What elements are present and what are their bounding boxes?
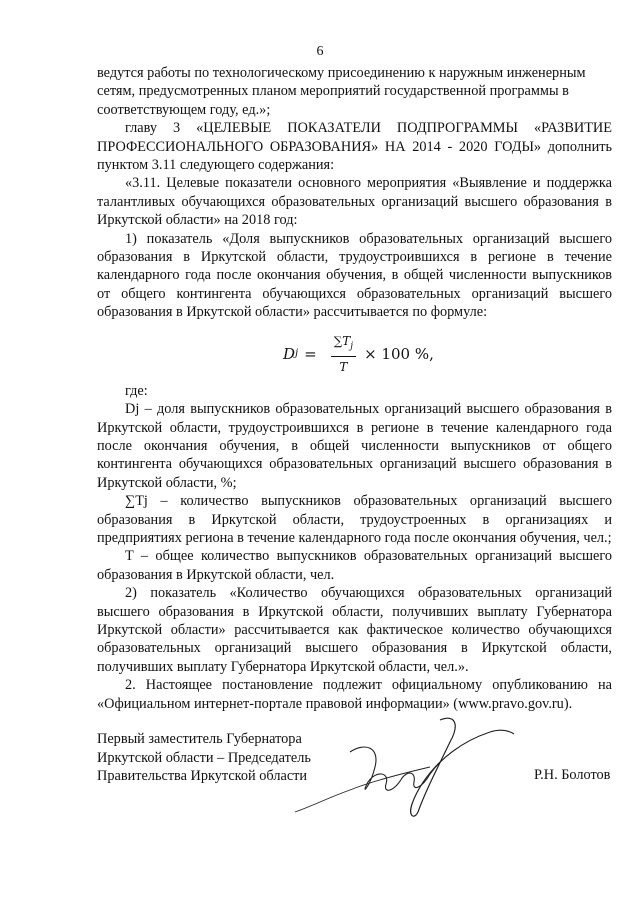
definition-dj: Dj – доля выпускников образовательных организаций высшего образования в Иркутской области, трудоустроившихся в регионе в течение календарного года после окончания обучения, в общей численности выпускников от общего контингента обучающихся образовательных организаций высшего образования в Иркутской области, %;	[97, 401, 612, 491]
paragraph-indicator-2: 2) показатель «Количество обучающихся образовательных организаций высшего образования в Иркутской области, получивших выплату Губернатора Иркутской области» рассчитывается как фактическое количество обучающихся образовательных организаций высшего образования в Иркутской области, получивших выплату Губернатора Иркутской области, чел.».	[97, 585, 612, 675]
definition-t: T – общее количество выпускников образовательных организаций высшего образования в Иркутской области, чел.	[97, 548, 612, 583]
definition-sum-tj: ∑Tj – количество выпускников образовательных организаций высшего образования в Иркутской области, трудоустроенных в организациях и предприятиях региона в течение календарного года после окончания обучения, чел.;	[97, 493, 612, 546]
formula-lhs: D	[283, 345, 296, 364]
document-body	[97, 64, 612, 713]
formula-fraction	[331, 332, 356, 377]
handwritten-signature	[290, 712, 520, 822]
page-number: 6	[316, 44, 324, 59]
signatory-title	[97, 730, 311, 786]
paragraph-chapter-amendment: главу 3 «ЦЕЛЕВЫЕ ПОКАЗАТЕЛИ ПОДПРОГРАММЫ «РАЗВИТИЕ ПРОФЕССИОНАЛЬНОГО ОБРАЗОВАНИЯ» НА 2014 - 2020 ГОДЫ» дополнить пунктом 3.11 следующего содержания:	[97, 120, 612, 174]
formula-multiplier: × 100 %,	[364, 345, 434, 364]
paragraph-indicator-1: 1) показатель «Доля выпускников образовательных организаций высшего образования в Иркутской области, трудоустроившихся в регионе в течение календарного года после окончания обучения, в общей численности выпускников от общего контингента обучающихся образовательных организаций высшего образования в Иркутской области» рассчитывается по формуле:	[97, 230, 612, 321]
paragraph-continuation: ведутся работы по технологическому присоединению к наружным инженерным сетям, предусмотренных планом мероприятий государственной программы в соответствующем году, ед.»;	[97, 65, 586, 118]
paragraph-publication: 2. Настоящее постановление подлежит официальному опубликованию на «Официальном интернет-портале правовой информации» (www.pravo.gov.ru).	[97, 677, 612, 712]
formula-lhs-subscript: j	[295, 348, 299, 360]
signatory-line-3: Правительства Иркутской области	[97, 768, 308, 785]
formula-denominator: T	[339, 360, 348, 375]
formula-block	[97, 322, 612, 382]
where-label: где:	[125, 382, 148, 399]
formula-numerator: $\sum T_j$	[331, 332, 356, 358]
signatory-line-1: Первый заместитель Губернатора	[97, 731, 302, 747]
formula	[283, 332, 434, 377]
paragraph-target-indicators: «3.11. Целевые показатели основного мероприятия «Выявление и поддержка талантливых обучающихся образовательных организаций высшего образования в Иркутской области» на 2018 год:	[97, 175, 612, 229]
formula-equals: =	[304, 345, 317, 364]
signatory-line-2: Иркутской области – Председатель	[97, 749, 311, 766]
signatory-name: Р.Н. Болотов	[534, 767, 611, 783]
